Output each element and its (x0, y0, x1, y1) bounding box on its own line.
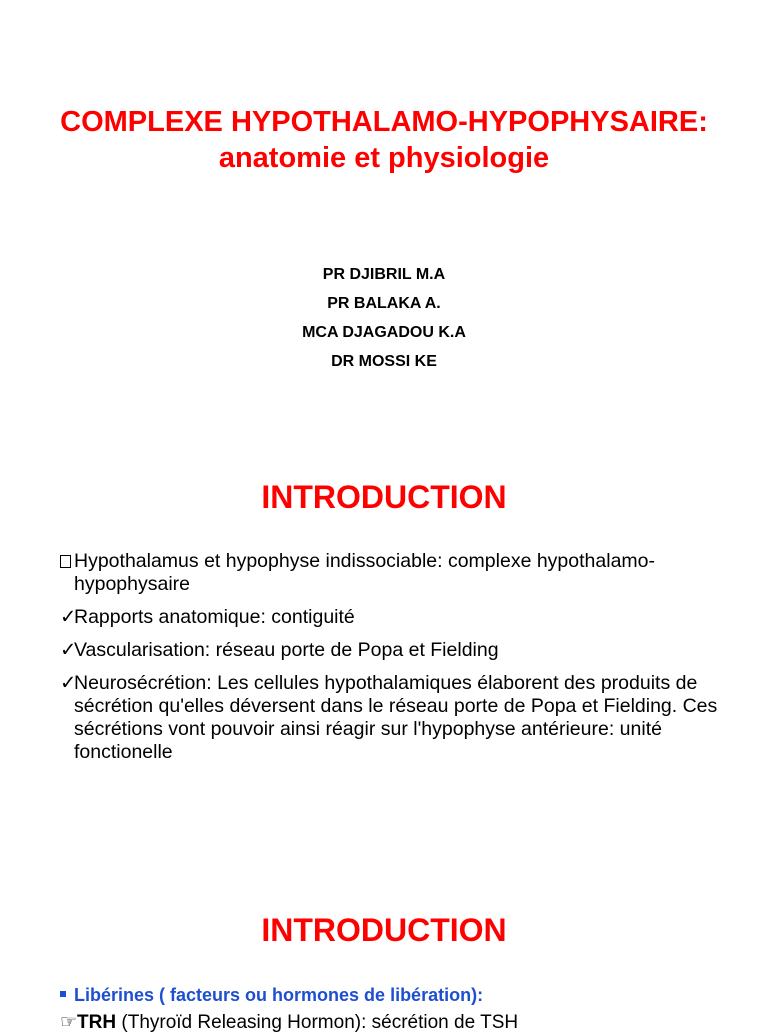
bullet-text: Vascularisation: réseau porte de Popa et Fielding (74, 639, 499, 661)
slide-title: COMPLEXE HYPOTHALAMO-HYPOPHYSAIRE: anatomie et physiologie (60, 106, 708, 174)
author-list (0, 260, 768, 376)
liberines-bullet (60, 984, 720, 1006)
bullet-text: Rapports anatomique: contiguité (74, 606, 355, 628)
bullet-item (60, 639, 720, 662)
bullet-item (60, 672, 720, 764)
checkbox-square-icon (60, 555, 71, 568)
checkmark-icon: ✓ (60, 639, 77, 661)
bullet-item (60, 606, 720, 629)
liberines-text: Libérines ( facteurs ou hormones de libération): (74, 985, 484, 1005)
author-name: DR MOSSI KE (331, 353, 437, 370)
author-name: MCA DJAGADOU K.A (302, 324, 466, 341)
square-bullet-icon (60, 991, 66, 997)
author-name: PR DJIBRIL M.A (322, 266, 446, 283)
bullet-text: Neurosécrétion: Les cellules hypothalamiques élaborent des produits de sécrétion qu'elles déversent dans le réseau porte de Popa et Fielding. Ces sécrétions vont pouvoir ainsi réagir sur l'hypophyse antérieure: unité fonctionelle (74, 672, 718, 763)
bullet-item (60, 550, 720, 596)
section-heading-introduction: INTRODUCTION (261, 479, 507, 515)
bullet-text: Hypothalamus et hypophyse indissociable: complexe hypothalamo-hypophysaire (74, 550, 655, 595)
trh-abbrev: TRH (77, 1012, 117, 1033)
trh-description: (Thyroïd Releasing Hormon): sécrétion de TSH (116, 1012, 519, 1033)
trh-line (60, 1012, 740, 1034)
introduction-bullet-list (60, 550, 720, 774)
pointer-icon: ☞ (60, 1012, 78, 1033)
checkmark-icon: ✓ (60, 672, 77, 694)
author-name: PR BALAKA A. (327, 295, 441, 312)
section-heading-introduction-2: INTRODUCTION (261, 912, 507, 948)
checkmark-icon: ✓ (60, 606, 77, 628)
